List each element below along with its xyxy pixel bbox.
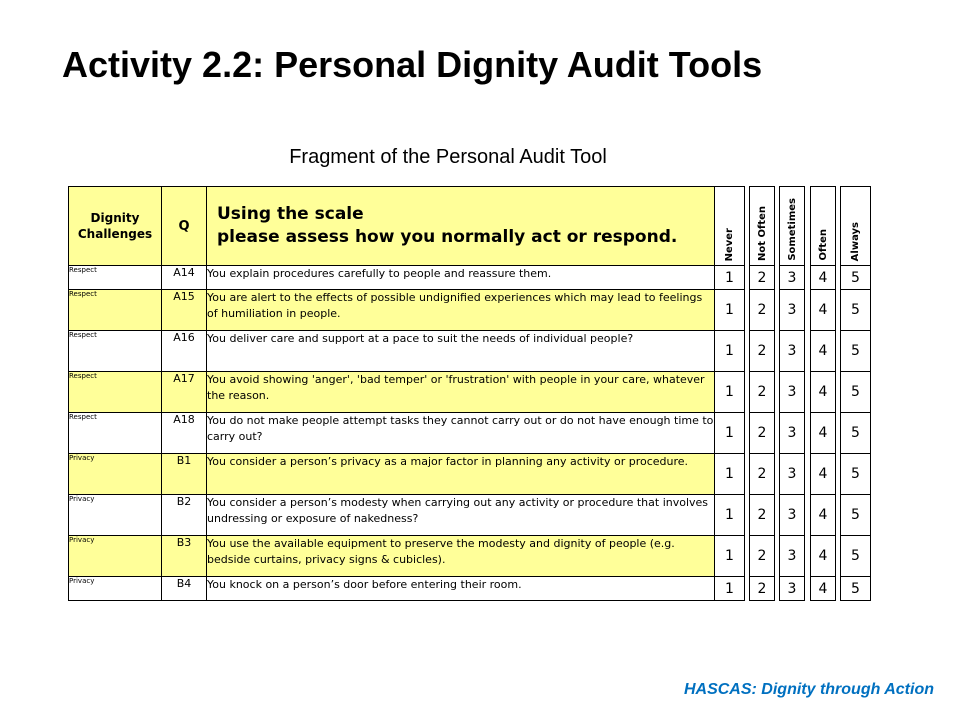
header-instruction: Using the scale please assess how you normally act or respond. (207, 187, 715, 266)
scale-never: Never (715, 187, 745, 266)
score-option[interactable]: 4 (811, 536, 836, 577)
score-option[interactable]: 2 (750, 577, 775, 601)
score-option[interactable]: 2 (750, 495, 775, 536)
score-option[interactable]: 2 (750, 413, 775, 454)
score-option[interactable]: 3 (780, 266, 805, 290)
score-option[interactable]: 5 (841, 372, 871, 413)
challenge-cell: Respect (69, 413, 162, 454)
statement-cell: You consider a person’s privacy as a major factor in planning any activity or procedure. (207, 454, 715, 495)
challenge-cell: Privacy (69, 536, 162, 577)
score-option[interactable]: 5 (841, 331, 871, 372)
question-id-cell: A16 (162, 331, 207, 372)
score-option[interactable]: 5 (841, 266, 871, 290)
score-option[interactable]: 3 (780, 331, 805, 372)
challenge-cell: Privacy (69, 577, 162, 601)
table-row (69, 495, 871, 536)
score-option[interactable]: 1 (715, 495, 745, 536)
score-option[interactable]: 1 (715, 266, 745, 290)
score-option[interactable]: 2 (750, 372, 775, 413)
question-id-cell: A14 (162, 266, 207, 290)
scale-often: Often (811, 187, 836, 266)
score-option[interactable]: 5 (841, 495, 871, 536)
challenge-cell: Privacy (69, 454, 162, 495)
score-option[interactable]: 3 (780, 495, 805, 536)
table-row (69, 266, 871, 290)
statement-cell: You are alert to the effects of possible undignified experiences which may lead to feelings of humiliation in people. (207, 290, 715, 331)
score-option[interactable]: 4 (811, 290, 836, 331)
score-option[interactable]: 5 (841, 413, 871, 454)
score-option[interactable]: 4 (811, 413, 836, 454)
score-option[interactable]: 2 (750, 331, 775, 372)
score-option[interactable]: 1 (715, 372, 745, 413)
score-option[interactable]: 2 (750, 290, 775, 331)
question-id-cell: B3 (162, 536, 207, 577)
header-dignity-challenges: Dignity Challenges (69, 187, 162, 266)
scale-not-often: Not Often (750, 187, 775, 266)
audit-table (68, 186, 871, 601)
score-option[interactable]: 2 (750, 536, 775, 577)
statement-cell: You use the available equipment to preserve the modesty and dignity of people (e.g. bedside curtains, privacy signs & cubicles). (207, 536, 715, 577)
score-option[interactable]: 5 (841, 454, 871, 495)
score-option[interactable]: 1 (715, 413, 745, 454)
score-option[interactable]: 1 (715, 290, 745, 331)
table-header-row (69, 187, 871, 266)
statement-cell: You avoid showing 'anger', 'bad temper' or 'frustration' with people in your care, whatever the reason. (207, 372, 715, 413)
score-option[interactable]: 5 (841, 290, 871, 331)
question-id-cell: B2 (162, 495, 207, 536)
score-option[interactable]: 2 (750, 454, 775, 495)
table-caption: Fragment of the Personal Audit Tool (289, 146, 607, 168)
question-id-cell: A17 (162, 372, 207, 413)
page-title: Activity 2.2: Personal Dignity Audit Tools (62, 44, 763, 85)
question-id-cell: B4 (162, 577, 207, 601)
challenge-cell: Respect (69, 266, 162, 290)
table-row (69, 413, 871, 454)
score-option[interactable]: 5 (841, 536, 871, 577)
statement-cell: You do not make people attempt tasks they cannot carry out or do not have enough time to carry out? (207, 413, 715, 454)
score-option[interactable]: 2 (750, 266, 775, 290)
score-option[interactable]: 1 (715, 331, 745, 372)
scale-always: Always (841, 187, 871, 266)
table-row (69, 454, 871, 495)
score-option[interactable]: 3 (780, 536, 805, 577)
score-option[interactable]: 1 (715, 536, 745, 577)
score-option[interactable]: 1 (715, 454, 745, 495)
score-option[interactable]: 3 (780, 290, 805, 331)
statement-cell: You explain procedures carefully to people and reassure them. (207, 266, 715, 290)
score-option[interactable]: 5 (841, 577, 871, 601)
table-row (69, 577, 871, 601)
score-option[interactable]: 4 (811, 331, 836, 372)
header-q: Q (162, 187, 207, 266)
score-option[interactable]: 3 (780, 454, 805, 495)
challenge-cell: Respect (69, 290, 162, 331)
score-option[interactable]: 1 (715, 577, 745, 601)
score-option[interactable]: 4 (811, 577, 836, 601)
footer-credit: HASCAS: Dignity through Action (683, 681, 934, 698)
table-row (69, 372, 871, 413)
table-row (69, 536, 871, 577)
score-option[interactable]: 4 (811, 372, 836, 413)
challenge-cell: Respect (69, 372, 162, 413)
score-option[interactable]: 4 (811, 266, 836, 290)
statement-cell: You consider a person’s modesty when carrying out any activity or procedure that involves undressing or exposure of nakedness? (207, 495, 715, 536)
statement-cell: You knock on a person’s door before entering their room. (207, 577, 715, 601)
statement-cell: You deliver care and support at a pace to suit the needs of individual people? (207, 331, 715, 372)
question-id-cell: B1 (162, 454, 207, 495)
score-option[interactable]: 3 (780, 577, 805, 601)
challenge-cell: Respect (69, 331, 162, 372)
question-id-cell: A18 (162, 413, 207, 454)
table-row (69, 331, 871, 372)
scale-sometimes: Sometimes (780, 187, 805, 266)
score-option[interactable]: 3 (780, 413, 805, 454)
question-id-cell: A15 (162, 290, 207, 331)
score-option[interactable]: 4 (811, 454, 836, 495)
score-option[interactable]: 4 (811, 495, 836, 536)
table-row (69, 290, 871, 331)
challenge-cell: Privacy (69, 495, 162, 536)
score-option[interactable]: 3 (780, 372, 805, 413)
